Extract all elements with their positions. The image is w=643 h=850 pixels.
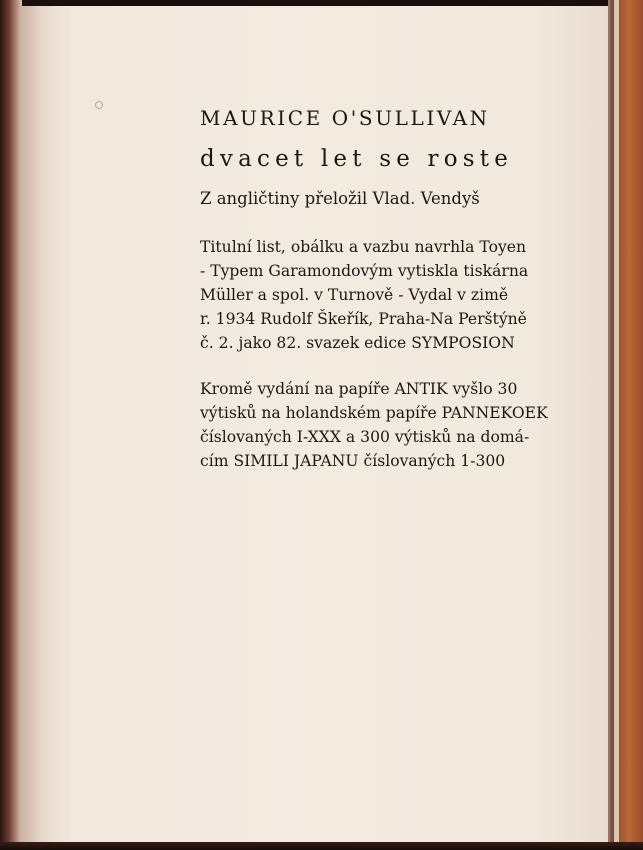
colophon-line: r. 1934 Rudolf Škeřík, Praha-Na Perštýně bbox=[200, 310, 527, 328]
colophon-paragraph bbox=[200, 235, 570, 355]
imprint-text-block bbox=[200, 100, 570, 473]
edition-note-paragraph bbox=[200, 377, 570, 473]
edition-line: cím SIMILI JAPANU číslovaných 1-300 bbox=[200, 452, 506, 470]
translator-credit: Z angličtiny přeložil Vlad. Vendyš bbox=[200, 189, 480, 208]
author-name: MAURICE O'SULLIVAN bbox=[200, 106, 490, 130]
binding-hole-mark bbox=[95, 101, 103, 109]
colophon-line: č. 2. jako 82. svazek edice SYMPOSION bbox=[200, 334, 515, 352]
bottom-edge bbox=[0, 842, 643, 850]
colophon-line: Müller a spol. v Turnově - Vydal v zimě bbox=[200, 286, 509, 304]
edition-line: výtisků na holandském papíře PANNEKOEK bbox=[200, 404, 548, 422]
colophon-line: - Typem Garamondovým vytiskla tiskárna bbox=[200, 262, 529, 280]
colophon-line: Titulní list, obálku a vazbu navrhla Toyen bbox=[200, 238, 527, 256]
right-cover-edge bbox=[608, 0, 643, 850]
edition-line: číslovaných I-XXX a 300 výtisků na domá- bbox=[200, 428, 530, 446]
book-title: dvacet let se roste bbox=[200, 146, 514, 172]
edition-line: Kromě vydání na papíře ANTIK vyšlo 30 bbox=[200, 380, 518, 398]
left-binding-edge bbox=[0, 0, 22, 850]
